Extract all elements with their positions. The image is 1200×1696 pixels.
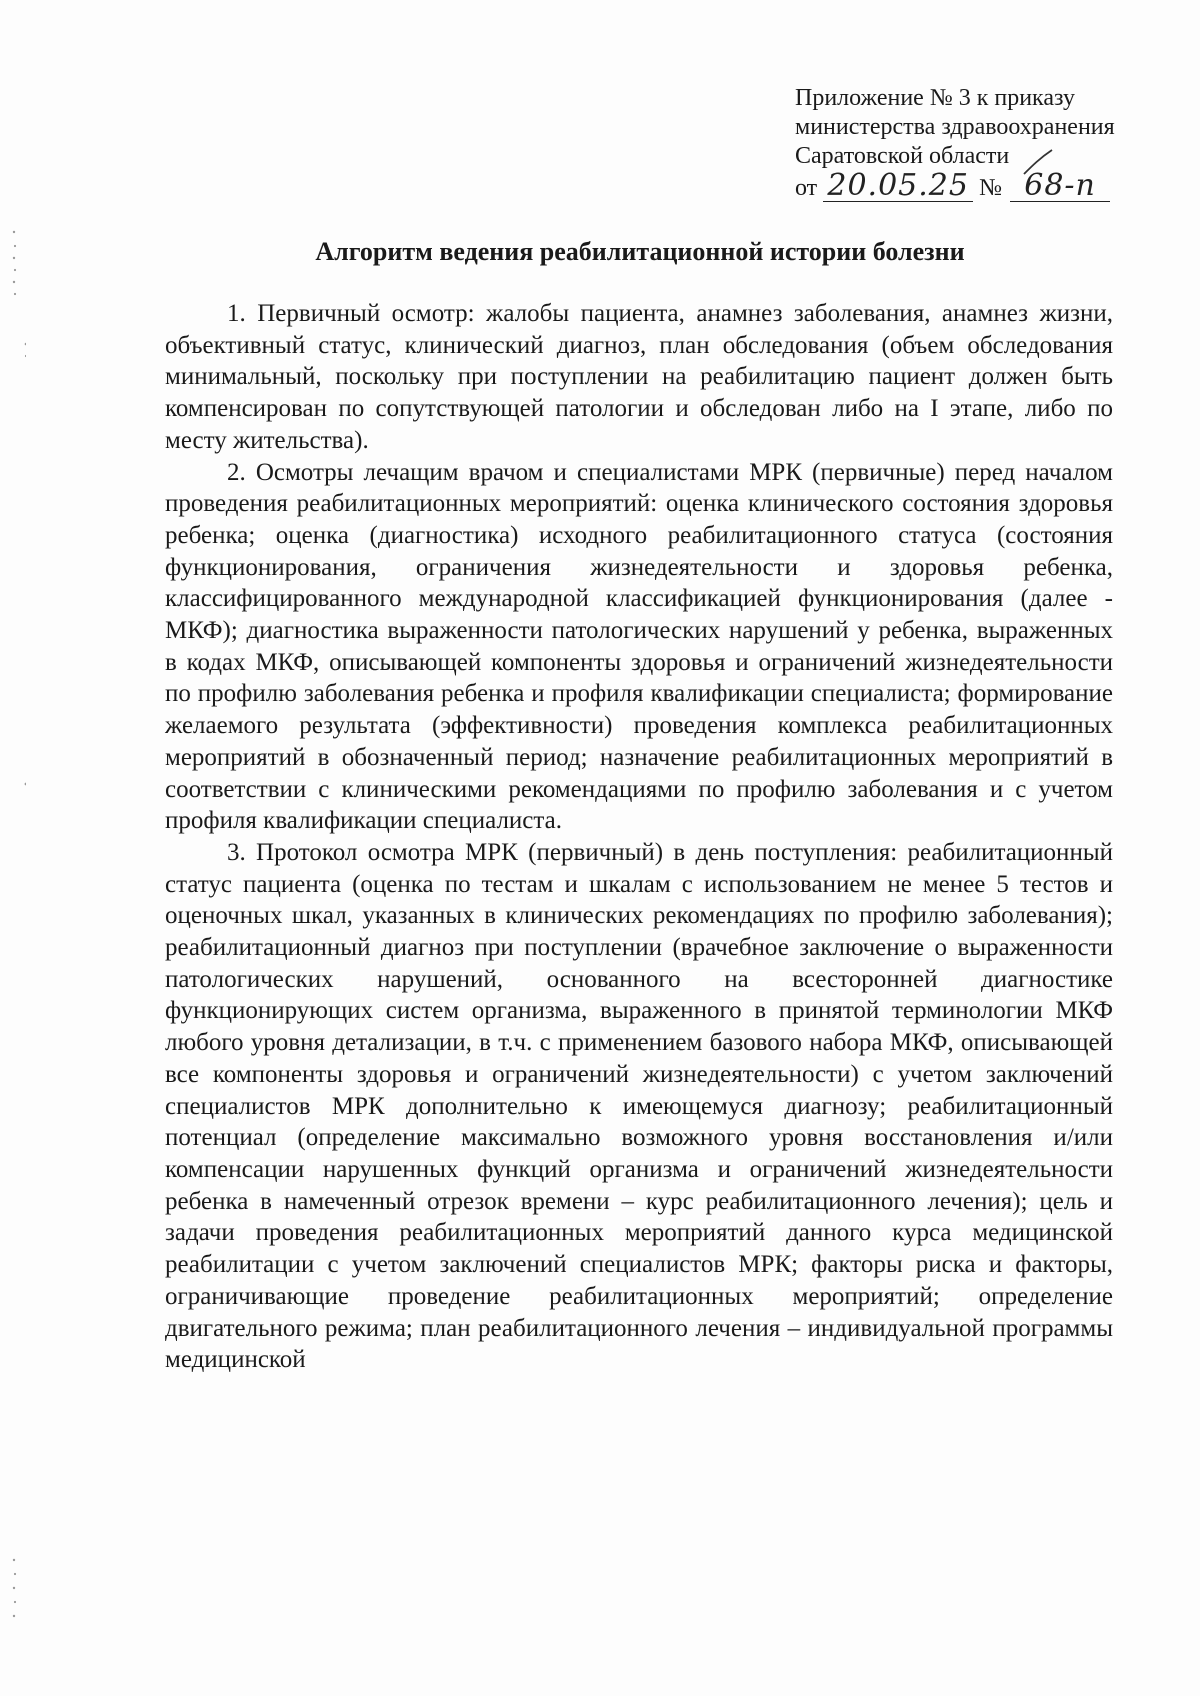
paragraph-3: 3. Протокол осмотра МРК (первичный) в день поступления: реабилитационный статус пациента (оценка по тестам и шкалам с использованием не менее 5 тестов и оценочных шкал, указанных в клинических рекомендациях по профилю заболевания); реабилитационный диагноз при поступлении (врачебное заключение о выраженности патологических нарушений, основанного на всесторонней диагностике функционирующих систем организма, выраженного в принятой терминологии МКФ любого уровня детализации, в т.ч. с применением базового набора МКФ, описывающей все компоненты здоровья и ограничений жизнедеятельности) с учетом заключений специалистов МРК дополнительно к имеющемуся диагнозу; реабилитационный потенциал (определение максимально возможного уровня восстановления и/или компенсации нарушенных функций организма и ограничений жизнедеятельности ребенка в намеченный отрезок времени – курс реабилитационного лечения); цель и задачи проведения реабилитационных мероприятий данного курса медицинской реабилитации с учетом заключений специалистов МРК; факторы риска и факторы, ограничивающие проведение реабилитационных мероприятий; определение двигательного режима; план реабилитационного лечения – индивидуальной программы медицинской	[165, 838, 1113, 1374]
order-appendix-header	[795, 84, 1175, 203]
ministry-line: министерства здравоохранения	[795, 114, 1115, 140]
region-line: Саратовской области	[795, 143, 1010, 169]
document-body	[165, 298, 1113, 1376]
document-title: Алгоритм ведения реабилитационной истории болезни	[315, 237, 965, 266]
paragraph-2: 2. Осмотры лечащим врачом и специалистами МРК (первичные) перед началом проведения реабилитационных мероприятий: оценка клинического состояния здоровья ребенка; оценка (диагностика) исходного реабилитационного статуса (состояния функционирования, ограничения жизнедеятельности и здоровья ребенка, классифицированного международной классификацией функционирования (далее - МКФ); диагностика выраженности патологических нарушений у ребенка, выраженных в кодах МКФ, описывающей компоненты здоровья и ограничений жизнедеятельности по профилю заболевания ребенка и профиля квалификации специалиста; формирование желаемого результата (эффективности) проведения комплекса реабилитационных мероприятий в обозначенный период; назначение реабилитационных мероприятий в соответствии с клиническими рекомендациями по профилю заболевания и с учетом профиля квалификации специалиста.	[165, 458, 1113, 835]
number-prefix: №	[979, 175, 1003, 201]
handwritten-date: 20.05.25	[823, 171, 973, 202]
date-number-line	[795, 168, 1175, 203]
handwritten-number: 68-п	[1010, 171, 1110, 202]
paragraph-1: 1. Первичный осмотр: жалобы пациента, анамнез заболевания, анамнез жизни, объективный статус, клинический диагноз, план обследования (объем обследования минимальный, поскольку при поступлении на реабилитацию пациент должен быть компенсирован по сопутствующей патологии и обследован либо на I этапе, либо по месту жительства).	[165, 300, 1113, 454]
scan-margin-marks	[6, 0, 26, 1696]
handwritten-stroke	[1022, 148, 1056, 178]
appendix-line: Приложение № 3 к приказу	[795, 85, 1075, 111]
date-prefix: от	[795, 175, 818, 201]
